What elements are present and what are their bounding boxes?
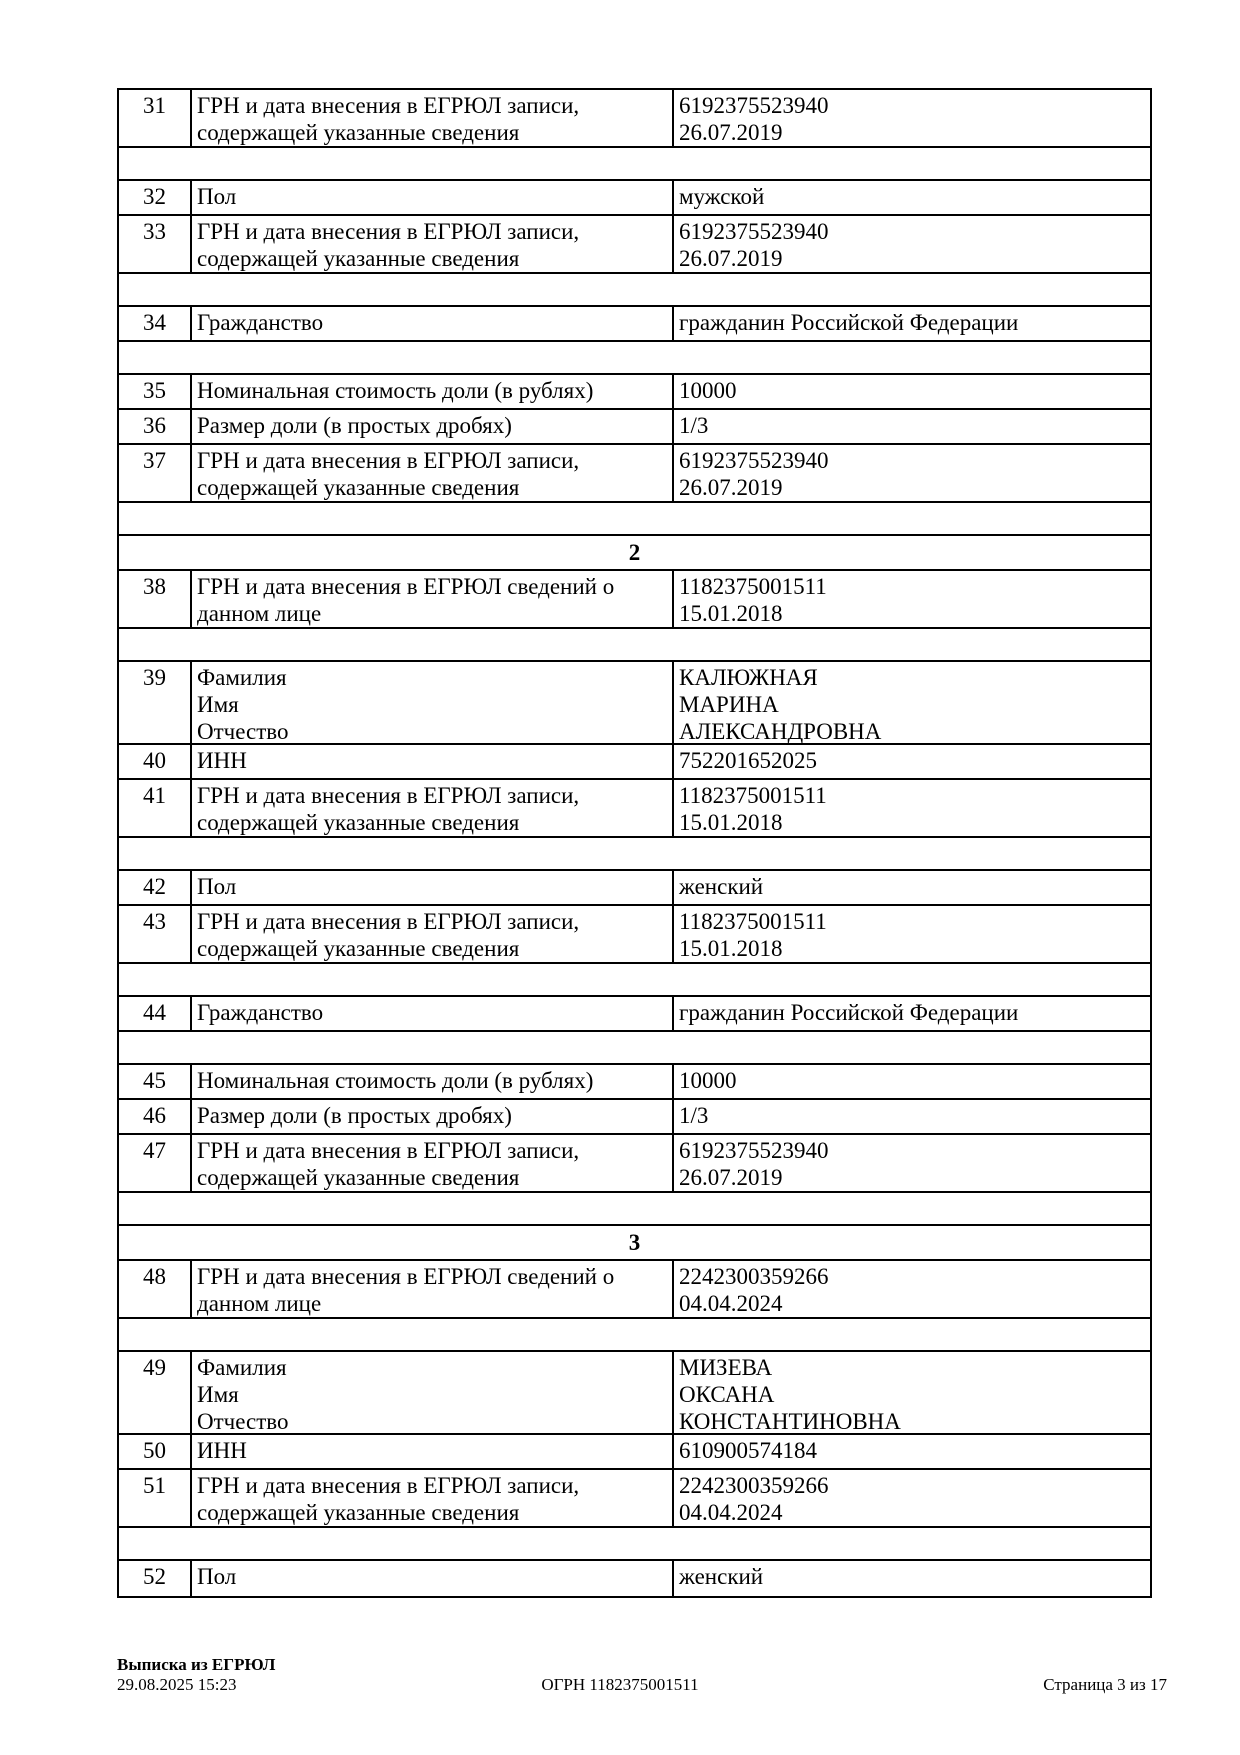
row-label-cell	[190, 1065, 672, 1098]
value-line: КОНСТАНТИНОВНА	[679, 1409, 901, 1433]
label-line: ИНН	[197, 748, 247, 773]
value-line: женский	[679, 874, 764, 899]
row-value-cell	[672, 745, 1150, 778]
table-spacer-row	[119, 1032, 1150, 1065]
row-number-cell: 34	[143, 310, 166, 335]
table-row	[119, 871, 1150, 906]
row-value-cell	[672, 662, 1150, 743]
label-line: ГРН и дата внесения в ЕГРЮЛ записи,	[197, 783, 580, 808]
label-line: ГРН и дата внесения в ЕГРЮЛ записи,	[197, 448, 580, 473]
value-line: 15.01.2018	[679, 601, 783, 626]
table-spacer-row	[119, 838, 1150, 871]
egrul-extract-table	[117, 88, 1152, 1598]
row-label-cell	[190, 1435, 672, 1468]
table-row	[119, 90, 1150, 148]
table-spacer-row	[119, 148, 1150, 181]
value-line: МАРИНА	[679, 692, 779, 717]
row-number-cell: 33	[143, 219, 166, 244]
row-number-cell: 49	[143, 1355, 166, 1380]
label-line: содержащей указанные сведения	[197, 246, 520, 271]
section-header-row: 3	[119, 1226, 1150, 1261]
table-row	[119, 410, 1150, 445]
row-number-cell: 41	[143, 783, 166, 808]
row-value-cell	[672, 871, 1150, 904]
label-line: Фамилия	[197, 665, 287, 690]
row-value-cell	[672, 1435, 1150, 1468]
value-line: 26.07.2019	[679, 475, 783, 500]
label-line: ГРН и дата внесения в ЕГРЮЛ сведений о	[197, 1264, 615, 1289]
table-spacer-row	[119, 503, 1150, 536]
value-line: 2242300359266	[679, 1264, 829, 1289]
row-label-cell	[190, 780, 672, 836]
label-line: Имя	[197, 692, 239, 717]
value-line: женский	[679, 1564, 764, 1589]
table-row	[119, 662, 1150, 745]
row-label-cell	[190, 181, 672, 214]
row-number-cell: 42	[143, 874, 166, 899]
value-line: 610900574184	[679, 1438, 817, 1463]
row-value-cell	[672, 1100, 1150, 1133]
footer-datetime: 29.08.2025 15:23	[117, 1675, 237, 1694]
row-label-cell	[190, 445, 672, 501]
row-value-cell	[672, 375, 1150, 408]
value-line: ОКСАНА	[679, 1382, 775, 1407]
row-value-cell	[672, 1470, 1150, 1526]
table-spacer-row	[119, 1528, 1150, 1561]
row-label-cell	[190, 1352, 672, 1433]
row-number-cell: 32	[143, 184, 166, 209]
label-line: Пол	[197, 184, 237, 209]
label-line: Пол	[197, 1564, 237, 1589]
table-spacer-row	[119, 1193, 1150, 1226]
row-number-cell: 45	[143, 1068, 166, 1093]
row-label-cell	[190, 375, 672, 408]
row-number-cell: 38	[143, 574, 166, 599]
row-number-cell: 48	[143, 1264, 166, 1289]
row-label-cell	[190, 745, 672, 778]
table-row	[119, 906, 1150, 964]
value-line: МИЗЕВА	[679, 1355, 773, 1380]
row-value-cell	[672, 1352, 1150, 1433]
label-line: Гражданство	[197, 310, 324, 335]
value-line: 10000	[679, 1068, 737, 1093]
table-row	[119, 1561, 1150, 1596]
value-line: КАЛЮЖНАЯ	[679, 665, 818, 690]
table-row	[119, 216, 1150, 274]
value-line: гражданин Российской Федерации	[679, 1000, 1019, 1025]
row-label-cell	[190, 1100, 672, 1133]
value-line: 1182375001511	[679, 909, 827, 934]
label-line: ГРН и дата внесения в ЕГРЮЛ записи,	[197, 1138, 580, 1163]
table-row	[119, 1352, 1150, 1435]
label-line: данном лице	[197, 601, 322, 626]
row-number-cell: 35	[143, 378, 166, 403]
table-row	[119, 1261, 1150, 1319]
row-value-cell	[672, 997, 1150, 1030]
label-line: Номинальная стоимость доли (в рублях)	[197, 1068, 594, 1093]
table-row	[119, 571, 1150, 629]
footer-page-number: Страница 3 из 17	[1043, 1675, 1167, 1694]
row-label-cell	[190, 90, 672, 146]
value-line: 04.04.2024	[679, 1291, 783, 1316]
value-line: 6192375523940	[679, 93, 829, 118]
row-number-cell: 50	[143, 1438, 166, 1463]
row-value-cell	[672, 410, 1150, 443]
row-value-cell	[672, 307, 1150, 340]
table-row	[119, 1435, 1150, 1470]
label-line: Пол	[197, 874, 237, 899]
table-row	[119, 780, 1150, 838]
footer-doc-title: Выписка из ЕГРЮЛ	[117, 1655, 276, 1674]
value-line: 2242300359266	[679, 1473, 829, 1498]
row-number-cell: 39	[143, 665, 166, 690]
value-line: гражданин Российской Федерации	[679, 310, 1019, 335]
footer-ogrn: ОГРН 1182375001511	[541, 1675, 699, 1694]
row-number-cell: 46	[143, 1103, 166, 1128]
label-line: ГРН и дата внесения в ЕГРЮЛ записи,	[197, 1473, 580, 1498]
row-number-cell: 44	[143, 1000, 166, 1025]
value-line: 6192375523940	[679, 219, 829, 244]
row-label-cell	[190, 216, 672, 272]
label-line: ИНН	[197, 1438, 247, 1463]
label-line: Имя	[197, 1382, 239, 1407]
value-line: 752201652025	[679, 748, 817, 773]
row-value-cell	[672, 1561, 1150, 1596]
row-value-cell	[672, 571, 1150, 627]
label-line: Гражданство	[197, 1000, 324, 1025]
row-value-cell	[672, 90, 1150, 146]
label-line: Номинальная стоимость доли (в рублях)	[197, 378, 594, 403]
row-number-cell: 52	[143, 1564, 166, 1589]
table-row	[119, 181, 1150, 216]
label-line: содержащей указанные сведения	[197, 936, 520, 961]
value-line: 1182375001511	[679, 574, 827, 599]
row-number-cell: 47	[143, 1138, 166, 1163]
table-row	[119, 745, 1150, 780]
value-line: 15.01.2018	[679, 810, 783, 835]
table-row	[119, 1470, 1150, 1528]
value-line: 26.07.2019	[679, 1165, 783, 1190]
row-label-cell	[190, 1135, 672, 1191]
table-row	[119, 375, 1150, 410]
row-label-cell	[190, 997, 672, 1030]
table-row	[119, 307, 1150, 342]
row-label-cell	[190, 307, 672, 340]
row-number-cell: 51	[143, 1473, 166, 1498]
row-label-cell	[190, 410, 672, 443]
row-label-cell	[190, 1261, 672, 1317]
table-spacer-row	[119, 1319, 1150, 1352]
label-line: ГРН и дата внесения в ЕГРЮЛ сведений о	[197, 574, 615, 599]
label-line: данном лице	[197, 1291, 322, 1316]
row-value-cell	[672, 1065, 1150, 1098]
row-label-cell	[190, 1470, 672, 1526]
value-line: АЛЕКСАНДРОВНА	[679, 719, 882, 743]
table-row	[119, 445, 1150, 503]
table-spacer-row	[119, 964, 1150, 997]
label-line: содержащей указанные сведения	[197, 1500, 520, 1525]
table-row	[119, 1135, 1150, 1193]
row-label-cell	[190, 571, 672, 627]
row-label-cell	[190, 662, 672, 743]
row-label-cell	[190, 1561, 672, 1596]
label-line: Размер доли (в простых дробях)	[197, 1103, 512, 1128]
row-number-cell: 31	[143, 93, 166, 118]
row-value-cell	[672, 1261, 1150, 1317]
row-number-cell: 43	[143, 909, 166, 934]
value-line: 6192375523940	[679, 448, 829, 473]
table-row	[119, 1100, 1150, 1135]
label-line: Отчество	[197, 1409, 289, 1433]
value-line: 10000	[679, 378, 737, 403]
row-value-cell	[672, 181, 1150, 214]
row-number-cell: 36	[143, 413, 166, 438]
table-spacer-row	[119, 629, 1150, 662]
value-line: 1/3	[679, 413, 709, 438]
label-line: содержащей указанные сведения	[197, 1165, 520, 1190]
label-line: содержащей указанные сведения	[197, 475, 520, 500]
section-header-row: 2	[119, 536, 1150, 571]
row-label-cell	[190, 906, 672, 962]
row-value-cell	[672, 445, 1150, 501]
row-number-cell: 37	[143, 448, 166, 473]
label-line: Отчество	[197, 719, 289, 743]
row-number-cell: 40	[143, 748, 166, 773]
label-line: ГРН и дата внесения в ЕГРЮЛ записи,	[197, 909, 580, 934]
table-row	[119, 1065, 1150, 1100]
value-line: 1/3	[679, 1103, 709, 1128]
value-line: 26.07.2019	[679, 120, 783, 145]
table-row	[119, 997, 1150, 1032]
value-line: 15.01.2018	[679, 936, 783, 961]
value-line: 26.07.2019	[679, 246, 783, 271]
label-line: Фамилия	[197, 1355, 287, 1380]
row-label-cell	[190, 871, 672, 904]
label-line: содержащей указанные сведения	[197, 120, 520, 145]
table-spacer-row	[119, 274, 1150, 307]
value-line: 04.04.2024	[679, 1500, 783, 1525]
label-line: ГРН и дата внесения в ЕГРЮЛ записи,	[197, 219, 580, 244]
label-line: содержащей указанные сведения	[197, 810, 520, 835]
value-line: 6192375523940	[679, 1138, 829, 1163]
label-line: ГРН и дата внесения в ЕГРЮЛ записи,	[197, 93, 580, 118]
value-line: мужской	[679, 184, 765, 209]
table-spacer-row	[119, 342, 1150, 375]
row-value-cell	[672, 780, 1150, 836]
value-line: 1182375001511	[679, 783, 827, 808]
row-value-cell	[672, 216, 1150, 272]
label-line: Размер доли (в простых дробях)	[197, 413, 512, 438]
row-value-cell	[672, 906, 1150, 962]
row-value-cell	[672, 1135, 1150, 1191]
